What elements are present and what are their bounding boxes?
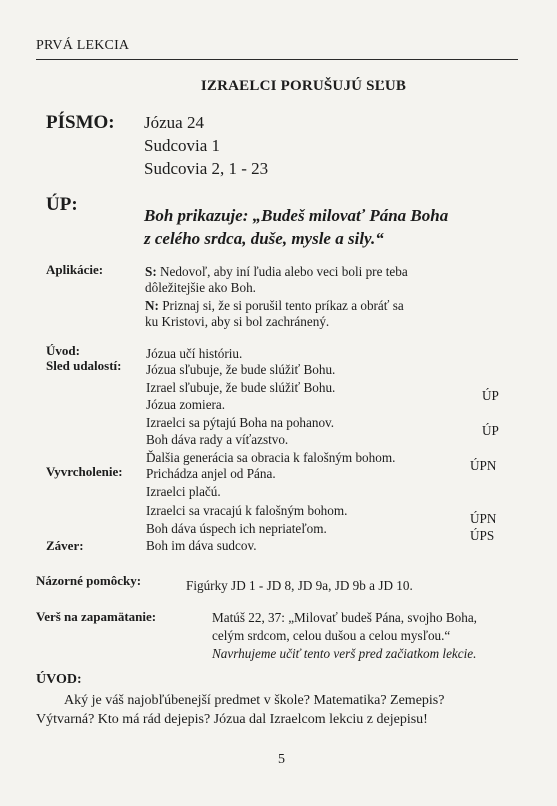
outline-item: Boh dáva úspech ich nepriateľom. [146,521,327,536]
memory-verse-line: Matúš 22, 37: „Milovať budeš Pána, svojho Boha, [212,610,477,625]
uvod-label: Úvod: [46,343,80,358]
memory-verse-line: celým srdcom, celou dušou a celou mysľou.“ [212,628,451,643]
zaver-label: Záver: [46,538,84,553]
uvod-section-label: ÚVOD: [36,672,82,687]
outline-mark: ÚPN [470,458,497,473]
application-unsaved [145,298,404,314]
outline-mark: ÚP [482,423,499,438]
pomocky-label: Názorné pomôcky: [36,573,142,588]
scripture-ref: Sudcovia 1 [144,136,221,155]
application-saved [145,264,408,280]
pismo-label: PÍSMO: [46,112,115,133]
outline-mark: ÚP [482,388,499,403]
vyvrcholenie-label: Vyvrcholenie: [46,464,123,479]
outline-item: Józua sľubuje, že bude slúžiť Bohu. [146,362,336,377]
lesson-title: IZRAELCI PORUŠUJÚ SĽUB [200,78,407,94]
main-truth-line: Boh prikazuje: „Budeš milovať Pána Boha [144,206,449,225]
vers-label: Verš na zapamätanie: [36,609,157,624]
up-label: ÚP: [46,194,78,215]
uvod-paragraph-line: Aký je váš najobľúbenejší predmet v škole? Matematika? Zemepis? [64,693,445,708]
unsaved-text: Priznaj si, že si porušil tento príkaz a obráť sa [162,298,404,313]
outline-item: Ďalšia generácia sa obracia k falošným bohom. [146,450,396,465]
outline-item: Izraelci plačú. [146,484,221,499]
scripture-ref: Józua 24 [144,113,204,132]
main-truth-line: z celého srdca, duše, mysle a sily.“ [144,229,384,248]
outline-mark: ÚPS [470,528,495,543]
outline-item: Prichádza anjel od Pána. [146,466,276,481]
outline-item: Boh im dáva sudcov. [146,538,257,553]
outline-mark: ÚPN [470,511,497,526]
scripture-ref: Sudcovia 2, 1 - 23 [144,159,269,178]
sled-label: Sled udalostí: [46,358,122,373]
outline-item: Józua zomiera. [146,397,226,412]
page-number: 5 [278,752,285,767]
pomocky-value: Figúrky JD 1 - JD 8, JD 9a, JD 9b a JD 10. [186,578,413,593]
outline-item: Boh dáva rady a víťazstvo. [146,432,289,447]
memory-verse-note: Navrhujeme učiť tento verš pred začiatkom lekcie. [212,646,477,661]
header-rule [36,59,518,60]
application-unsaved-cont: ku Kristovi, aby si bol zachránený. [145,314,330,329]
section-header: PRVÁ LEKCIA [36,38,130,53]
outline-item: Izraelci sa vracajú k falošným bohom. [146,503,348,518]
aplikacie-label: Aplikácie: [46,262,104,277]
outline-item: Józua učí históriu. [146,346,243,361]
uvod-paragraph-line: Výtvarná? Kto má rád dejepis? Józua dal Izraelcom lekciu z dejepisu! [36,712,428,727]
application-saved-cont: dôležitejšie ako Boh. [145,280,256,295]
saved-key: S: [145,264,157,279]
outline-item: Izraelci sa pýtajú Boha na pohanov. [146,415,335,430]
outline-item: Izrael sľubuje, že bude slúžiť Bohu. [146,380,336,395]
unsaved-key: N: [145,298,159,313]
saved-text: Nedovoľ, aby iní ľudia alebo veci boli pre teba [160,264,408,279]
